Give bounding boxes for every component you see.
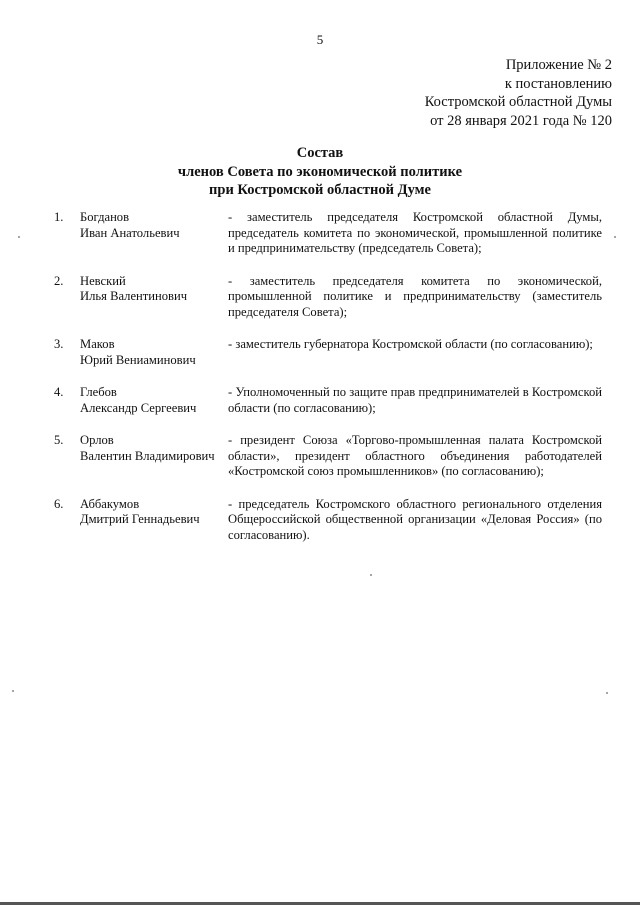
member-given-name: Иван Анатольевич (80, 225, 180, 240)
scan-speck (18, 236, 20, 238)
member-number: 2. (54, 273, 64, 288)
member-number: 6. (54, 496, 64, 511)
scan-speck (614, 236, 616, 238)
member-name (80, 385, 228, 416)
appendix-block (425, 56, 612, 130)
member-number: 5. (54, 433, 64, 447)
member-role: - председатель Костромского областного регионального отделения Общероссийской общественной организации «Деловая Россия» (по согласованию). (228, 496, 602, 542)
member-role: - заместитель губернатора Костромской области (по согласованию); (228, 337, 593, 351)
scan-speck (370, 574, 372, 576)
member-name (80, 210, 228, 257)
member-given-name: Александр Сергеевич (80, 400, 197, 415)
member-surname: Невский (80, 273, 126, 288)
appendix-line: Приложение № 2 (505, 57, 612, 73)
member-surname: Аббакумов (80, 496, 140, 511)
scan-speck (12, 690, 14, 692)
member-row (54, 385, 602, 416)
member-number: 1. (54, 210, 64, 224)
title-line: Состав (296, 145, 344, 161)
member-row (54, 497, 602, 544)
member-given-name: Илья Валентинович (80, 289, 188, 303)
member-name (80, 274, 228, 321)
member-role: - Уполномоченный по защите прав предпринимателей в Костромской области (по согласованию); (228, 385, 602, 415)
page-number: 5 (316, 32, 324, 47)
appendix-line: от 28 января 2021 года № 120 (430, 112, 612, 129)
title-line: членов Совета по экономической политике (177, 163, 463, 180)
member-name (80, 337, 228, 368)
appendix-line: к постановлению (504, 75, 612, 92)
title-line: при Костромской областной Думе (209, 182, 431, 198)
member-given-name: Юрий Вениаминович (80, 352, 196, 367)
member-role: - президент Союза «Торгово-промышленная палата Костромской области», президент областного объединения работодателей «Костромской союз промышленников» (по согласованию); (228, 433, 602, 478)
member-row (54, 274, 602, 321)
appendix-line: Костромской областной Думы (424, 94, 612, 110)
member-surname: Богданов (80, 210, 130, 224)
member-row (54, 433, 602, 480)
scan-speck (606, 692, 608, 694)
member-row (54, 337, 602, 368)
member-number: 4. (54, 385, 64, 399)
member-role: - заместитель председателя комитета по экономической, промышленной политике и предпринимательству (заместитель председателя Совета); (228, 273, 602, 319)
member-surname: Орлов (80, 433, 114, 447)
member-surname: Глебов (80, 385, 117, 399)
member-surname: Маков (80, 337, 115, 351)
member-number: 3. (54, 337, 64, 351)
document-title (0, 144, 640, 200)
member-role: - заместитель председателя Костромской областной Думы, председатель комитета по экономической, промышленной политике и предпринимательству (председатель Совета); (228, 210, 602, 255)
member-given-name: Дмитрий Геннадьевич (80, 512, 200, 526)
member-given-name: Валентин Владимирович (80, 448, 215, 463)
members-list (54, 210, 602, 560)
member-name (80, 433, 228, 480)
member-name (80, 497, 228, 544)
member-row (54, 210, 602, 257)
